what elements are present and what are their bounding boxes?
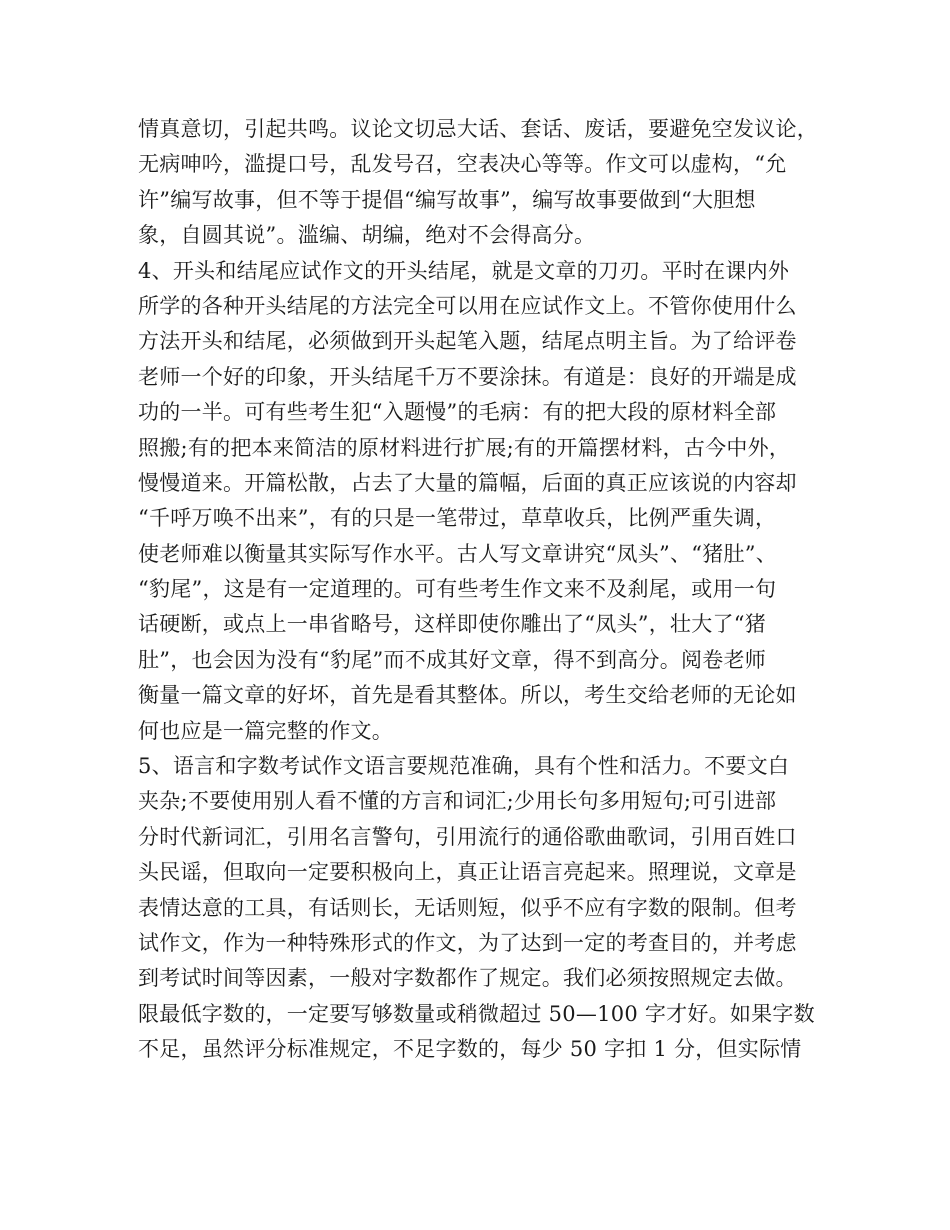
text-line: 4、开头和结尾应试作文的开头结尾，就是文章的刀刃。平时在课内外 <box>138 258 790 283</box>
text-line: 许”编写故事，但不等于提倡“编写故事”，编写故事要做到“大胆想 <box>138 187 756 212</box>
text-line: “千呼万唤不出来”，有的只是一笔带过，草草收兵，比例严重失调， <box>138 506 777 531</box>
text-line: 头民谣，但取向一定要积极向上，真正让语言亮起来。照理说，文章是 <box>138 860 797 885</box>
text-line: 衡量一篇文章的好坏，首先是看其整体。所以，考生交给老师的无论如 <box>138 683 797 708</box>
text-line: 表情达意的工具，有话则长，无话则短，似乎不应有字数的限制。但考 <box>138 895 797 920</box>
text-line: 话硬断，或点上一串省略号，这样即使你雕出了“凤头”，壮大了“猪 <box>138 612 766 637</box>
text-line: 限最低字数的，一定要写够数量或稍微超过 50—100 字才好。如果字数 <box>138 1001 815 1026</box>
text-line: 方法开头和结尾，必须做到开头起笔入题，结尾点明主旨。为了给评卷 <box>138 329 797 354</box>
text-line: “豹尾”，这是有一定道理的。可有些考生作文来不及刹尾，或用一句 <box>138 577 777 602</box>
text-line: 何也应是一篇完整的作文。 <box>138 718 393 743</box>
text-line: 分时代新词汇，引用名言警句，引用流行的通俗歌曲歌词，引用百姓口 <box>138 824 797 849</box>
text-line: 功的一半。可有些考生犯“入题慢”的毛病：有的把大段的原材料全部 <box>138 400 777 425</box>
text-line: 情真意切，引起共鸣。议论文切忌大话、套话、废话，要避免空发议论， <box>138 117 818 141</box>
text-line: 使老师难以衡量其实际写作水平。古人写文章讲究“凤头”、“猪肚”、 <box>138 541 777 566</box>
text-line: 无病呻吟，滥提口号，乱发号召，空表决心等等。作文可以虚构，“允 <box>138 152 787 177</box>
text-line: 照搬;有的把本来简洁的原材料进行扩展;有的开篇摆材料，古今中外， <box>138 435 791 460</box>
text-line: 到考试时间等因素，一般对字数都作了规定。我们必须按照规定去做。 <box>138 966 797 991</box>
text-line: 试作文，作为一种特殊形式的作文，为了达到一定的考查目的，并考虑 <box>138 930 797 955</box>
text-line: 老师一个好的印象，开头结尾千万不要涂抹。有道是：良好的开端是成 <box>138 364 797 389</box>
text-line: 象，自圆其说”。滥编、胡编，绝对不会得高分。 <box>138 223 596 248</box>
body-text <box>138 112 838 1068</box>
text-line: 不足，虽然评分标准规定，不足字数的，每少 50 字扣 1 分，但实际情 <box>138 1037 802 1062</box>
text-line: 肚”，也会因为没有“豹尾”而不成其好文章，得不到高分。阅卷老师 <box>138 647 766 672</box>
text-line: 慢慢道来。开篇松散，占去了大量的篇幅，后面的真正应该说的内容却 <box>138 470 797 495</box>
text-line: 所学的各种开头结尾的方法完全可以用在应试作文上。不管你使用什么 <box>138 293 797 318</box>
text-line: 5、语言和字数考试作文语言要规范准确，具有个性和活力。不要文白 <box>138 754 790 779</box>
text-line: 夹杂;不要使用别人看不懂的方言和词汇;少用长句多用短句;可引进部 <box>138 789 777 814</box>
